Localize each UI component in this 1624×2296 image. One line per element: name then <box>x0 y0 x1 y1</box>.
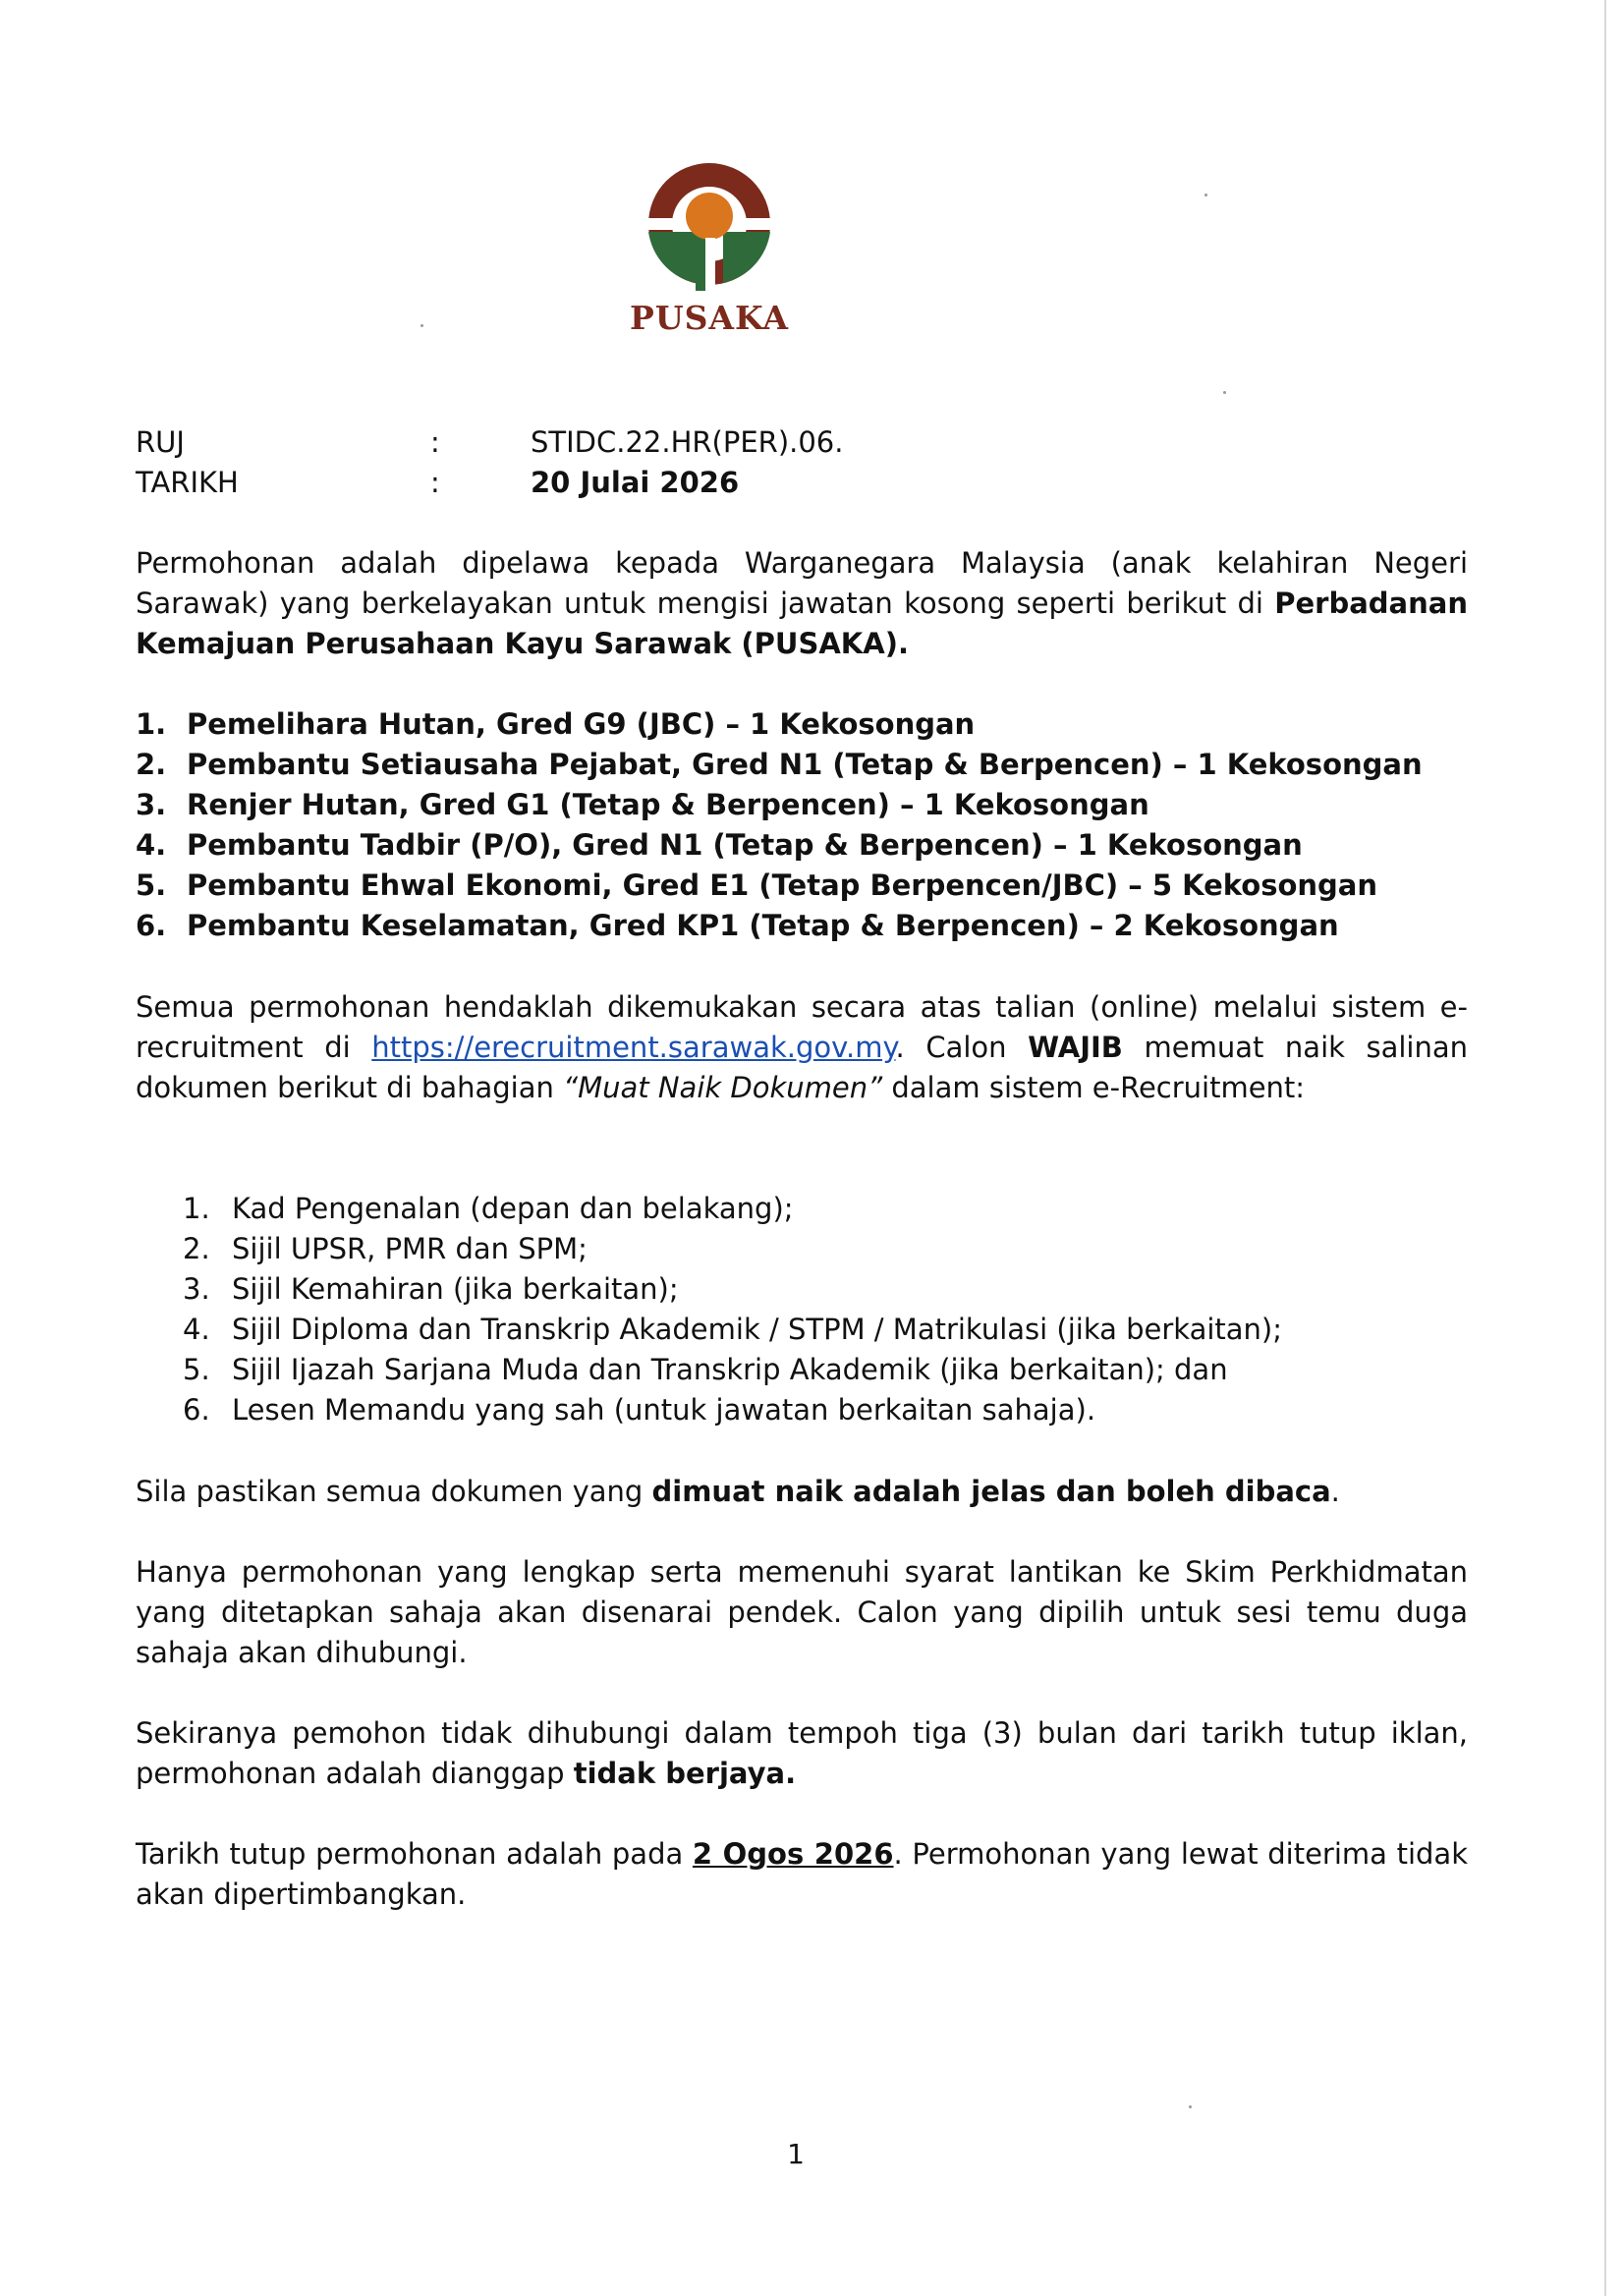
list-number: 2. <box>136 748 167 781</box>
erecruitment-link[interactable]: https://erecruitment.sarawak.gov.my <box>371 1031 896 1064</box>
scan-speck <box>1189 2105 1192 2108</box>
closing-date: 2 Ogos 2026 <box>692 1837 894 1871</box>
list-item <box>183 1269 1460 1310</box>
scan-speck <box>1204 194 1207 196</box>
clarity-text-2: . <box>1330 1475 1340 1508</box>
list-item <box>136 745 1531 785</box>
intro-organisation: Perbadanan Kemajuan Perusahaan Kayu Sarawak (PUSAKA). <box>136 587 1468 660</box>
scan-speck <box>1223 391 1226 394</box>
list-number: 4. <box>183 1313 210 1346</box>
list-number: 3. <box>183 1272 210 1306</box>
list-number: 5. <box>183 1353 210 1386</box>
page-number: 1 <box>787 2138 805 2170</box>
shortlist-text: Hanya permohonan yang lengkap serta memenuhi syarat lantikan ke Skim Perkhidmatan yang ditetapkan sahaja akan disenarai pendek. Calon yang dipilih untuk sesi temu duga sahaja akan dihubungi. <box>136 1555 1468 1669</box>
list-number: 6. <box>136 909 167 942</box>
position-text: Pembantu Ehwal Ekonomi, Gred E1 (Tetap Berpencen/JBC) – 5 Kekosongan <box>187 868 1378 902</box>
position-text: Renjer Hutan, Gred G1 (Tetap & Berpencen) – 1 Kekosongan <box>187 788 1149 821</box>
intro-paragraph <box>136 543 1468 664</box>
tarikh-value: 20 Julai 2026 <box>531 466 740 499</box>
unsuccessful-paragraph <box>136 1713 1468 1794</box>
closing-text-2: . Permohonan yang lewat diterima tidak akan dipertimbangkan. <box>136 1837 1468 1911</box>
tarikh-label: TARIKH <box>136 466 239 499</box>
list-number: 5. <box>136 868 167 902</box>
application-paragraph <box>136 987 1468 1108</box>
pusaka-logo <box>611 153 808 340</box>
section-name: “Muat Naik Dokumen” <box>563 1071 883 1104</box>
closing-text-1: Tarikh tutup permohonan adalah pada <box>136 1837 693 1871</box>
clarity-bold: dimuat naik adalah jelas dan boleh dibaca <box>651 1475 1331 1508</box>
position-text: Pembantu Tadbir (P/O), Gred N1 (Tetap & Berpencen) – 1 Kekosongan <box>187 828 1303 862</box>
application-text-2: . Calon <box>895 1031 1029 1064</box>
list-item <box>136 704 1531 745</box>
ruj-row <box>136 422 843 463</box>
wajib-text: WAJIB <box>1028 1031 1123 1064</box>
closing-paragraph <box>136 1834 1468 1915</box>
application-text-1: Semua permohonan hendaklah dikemukakan secara atas talian (online) melalui sistem e-recruitment di <box>136 990 1468 1064</box>
shortlist-paragraph <box>136 1552 1468 1673</box>
list-number: 1. <box>183 1192 210 1225</box>
clarity-paragraph <box>136 1472 1468 1512</box>
position-text: Pembantu Setiausaha Pejabat, Gred N1 (Tetap & Berpencen) – 1 Kekosongan <box>187 748 1423 781</box>
position-text: Pemelihara Hutan, Gred G9 (JBC) – 1 Kekosongan <box>187 707 976 741</box>
list-item <box>136 825 1531 866</box>
unsuccessful-bold: tidak berjaya. <box>573 1757 797 1790</box>
application-text-4: dalam sistem e-Recruitment: <box>882 1071 1306 1104</box>
list-item <box>136 866 1531 906</box>
scan-speck <box>420 324 423 327</box>
list-number: 1. <box>136 707 167 741</box>
positions-list <box>136 704 1531 946</box>
tarikh-row <box>136 463 843 503</box>
document-text: Sijil UPSR, PMR dan SPM; <box>232 1232 588 1265</box>
list-number: 6. <box>183 1393 210 1427</box>
tarikh-colon: : <box>430 466 440 499</box>
list-number: 4. <box>136 828 167 862</box>
ruj-colon: : <box>430 425 440 459</box>
document-text: Sijil Ijazah Sarjana Muda dan Transkrip Akademik (jika berkaitan); dan <box>232 1353 1228 1386</box>
document-text: Sijil Diploma dan Transkrip Akademik / STPM / Matrikulasi (jika berkaitan); <box>232 1313 1283 1346</box>
list-item <box>136 785 1531 825</box>
list-item <box>183 1189 1460 1229</box>
list-item <box>183 1350 1460 1390</box>
ruj-value: STIDC.22.HR(PER).06. <box>531 425 844 459</box>
document-text: Lesen Memandu yang sah (untuk jawatan berkaitan sahaja). <box>232 1393 1096 1427</box>
position-text: Pembantu Keselamatan, Gred KP1 (Tetap & Berpencen) – 2 Kekosongan <box>187 909 1339 942</box>
list-item <box>183 1390 1460 1430</box>
list-item <box>136 906 1531 946</box>
documents-list <box>183 1189 1460 1430</box>
list-item <box>183 1310 1460 1350</box>
list-item <box>183 1229 1460 1269</box>
document-text: Sijil Kemahiran (jika berkaitan); <box>232 1272 679 1306</box>
scan-edge-line <box>1604 0 1606 2296</box>
ruj-label: RUJ <box>136 425 185 459</box>
reference-block <box>136 422 843 503</box>
logo-wordmark: PUSAKA <box>630 299 789 337</box>
application-text-3: memuat naik salinan dokumen berikut di bahagian <box>136 1031 1469 1104</box>
list-number: 2. <box>183 1232 210 1265</box>
clarity-text-1: Sila pastikan semua dokumen yang <box>136 1475 652 1508</box>
document-text: Kad Pengenalan (depan dan belakang); <box>232 1192 794 1225</box>
intro-text: Permohonan adalah dipelawa kepada Warganegara Malaysia (anak kelahiran Negeri Sarawak) yang berkelayakan untuk mengisi jawatan kosong seperti berikut di <box>136 546 1468 620</box>
pusaka-emblem <box>611 153 808 301</box>
list-number: 3. <box>136 788 167 821</box>
unsuccessful-text: Sekiranya pemohon tidak dihubungi dalam tempoh tiga (3) bulan dari tarikh tutup iklan, permohonan adalah dianggap <box>136 1716 1468 1790</box>
